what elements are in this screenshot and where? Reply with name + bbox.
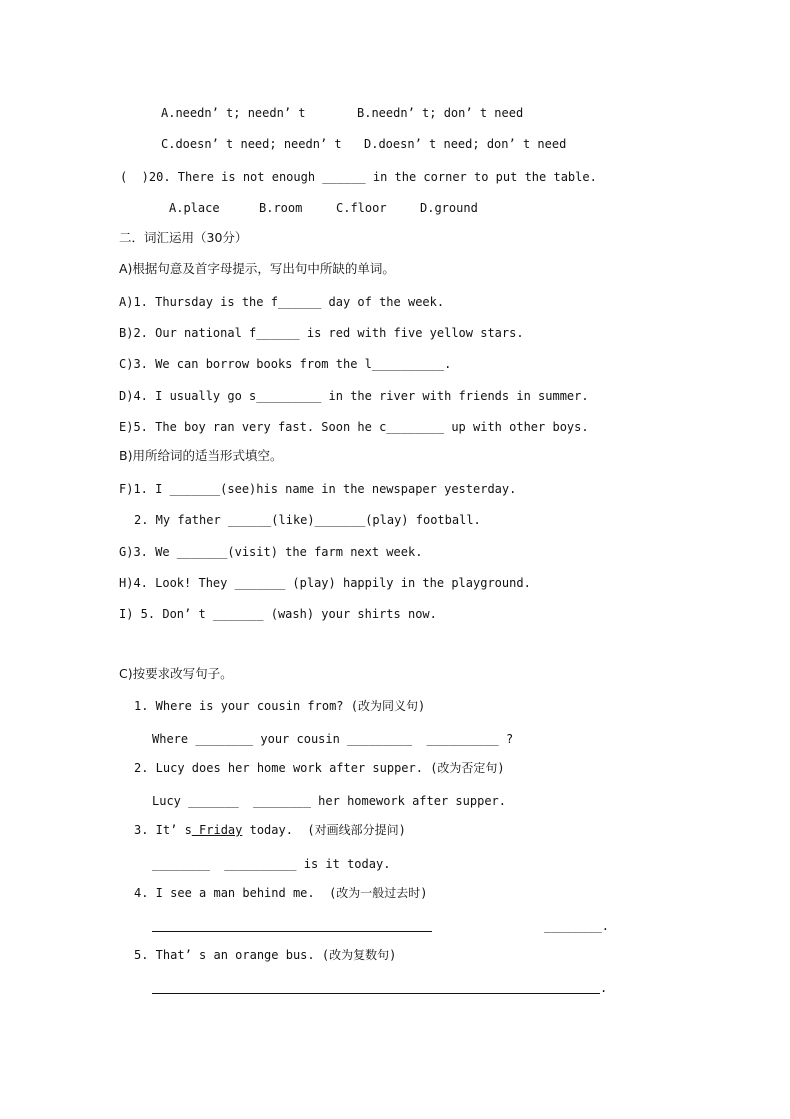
part-b-item-3: G)3. We _______(visit) the farm next week. <box>119 545 423 559</box>
part-c-q3-after: today. (对画线部分提问) <box>242 823 406 837</box>
q19-option-d: D.doesn’ t need; don’ t need <box>364 137 567 151</box>
part-b-heading: B)用所给词的适当形式填空。 <box>119 448 283 463</box>
section-2-title: 二．词汇运用（30分） <box>119 230 248 245</box>
part-c-heading: C)按要求改写句子。 <box>119 666 233 681</box>
part-c-q4: 4. I see a man behind me. (改为一般过去时) <box>134 886 428 900</box>
part-c-q3-underlined-word: Friday <box>191 823 243 837</box>
part-c-q2-answer-line: Lucy _______ ________ her homework after supper. <box>152 794 507 808</box>
part-b-item-5: I) 5. Don’ t _______ (wash) your shirts now. <box>119 607 437 621</box>
part-b-item-1: F)1. I _______(see)his name in the newspaper yesterday. <box>119 482 517 496</box>
part-b-item-2: 2. My father ______(like)_______(play) football. <box>134 513 481 527</box>
part-c-q3-answer-line: ________ __________ is it today. <box>152 857 391 871</box>
q19-option-a: A.needn’ t; needn’ t <box>161 106 306 120</box>
part-c-q2: 2. Lucy does her home work after supper. (改为否定句) <box>134 761 505 775</box>
part-c-q5: 5. That’ s an orange bus. (改为复数句) <box>134 948 397 962</box>
q20-option-d: D.ground <box>420 201 478 215</box>
q20-option-b: B.room <box>259 201 303 215</box>
q20-stem: ( )20. There is not enough ______ in the corner to put the table. <box>120 170 597 184</box>
part-a-item-4: D)4. I usually go s_________ in the river with friends in summer. <box>119 389 589 403</box>
part-c-q1: 1. Where is your cousin from? (改为同义句) <box>134 699 426 713</box>
part-c-q5-answer-rule <box>152 993 600 994</box>
part-a-item-1: A)1. Thursday is the f______ day of the week. <box>119 295 445 309</box>
part-c-q3-before: 3. It’ s <box>134 823 192 837</box>
part-a-item-2: B)2. Our national f______ is red with five yellow stars. <box>119 326 524 340</box>
part-a-item-3: C)3. We can borrow books from the l__________. <box>119 357 452 371</box>
part-c-q1-answer-line: Where ________ your cousin _________ __________ ? <box>152 732 514 746</box>
part-c-q3 <box>134 822 406 838</box>
q20-option-a: A.place <box>169 201 220 215</box>
part-a-heading: A)根据句意及首字母提示，写出句中所缺的单词。 <box>119 261 395 276</box>
q19-option-c: C.doesn’ t need; needn’ t <box>161 137 342 151</box>
q19-option-b: B.needn’ t; don’ t need <box>357 106 524 120</box>
part-c-q4-answer-end: ________. <box>544 919 610 933</box>
part-c-q4-answer-rule <box>152 931 432 932</box>
part-a-item-5: E)5. The boy ran very fast. Soon he c________ up with other boys. <box>119 420 589 434</box>
q20-option-c: C.floor <box>336 201 387 215</box>
part-c-q5-answer-end: . <box>600 981 608 995</box>
part-b-item-4: H)4. Look! They _______ (play) happily in the playground. <box>119 576 531 590</box>
